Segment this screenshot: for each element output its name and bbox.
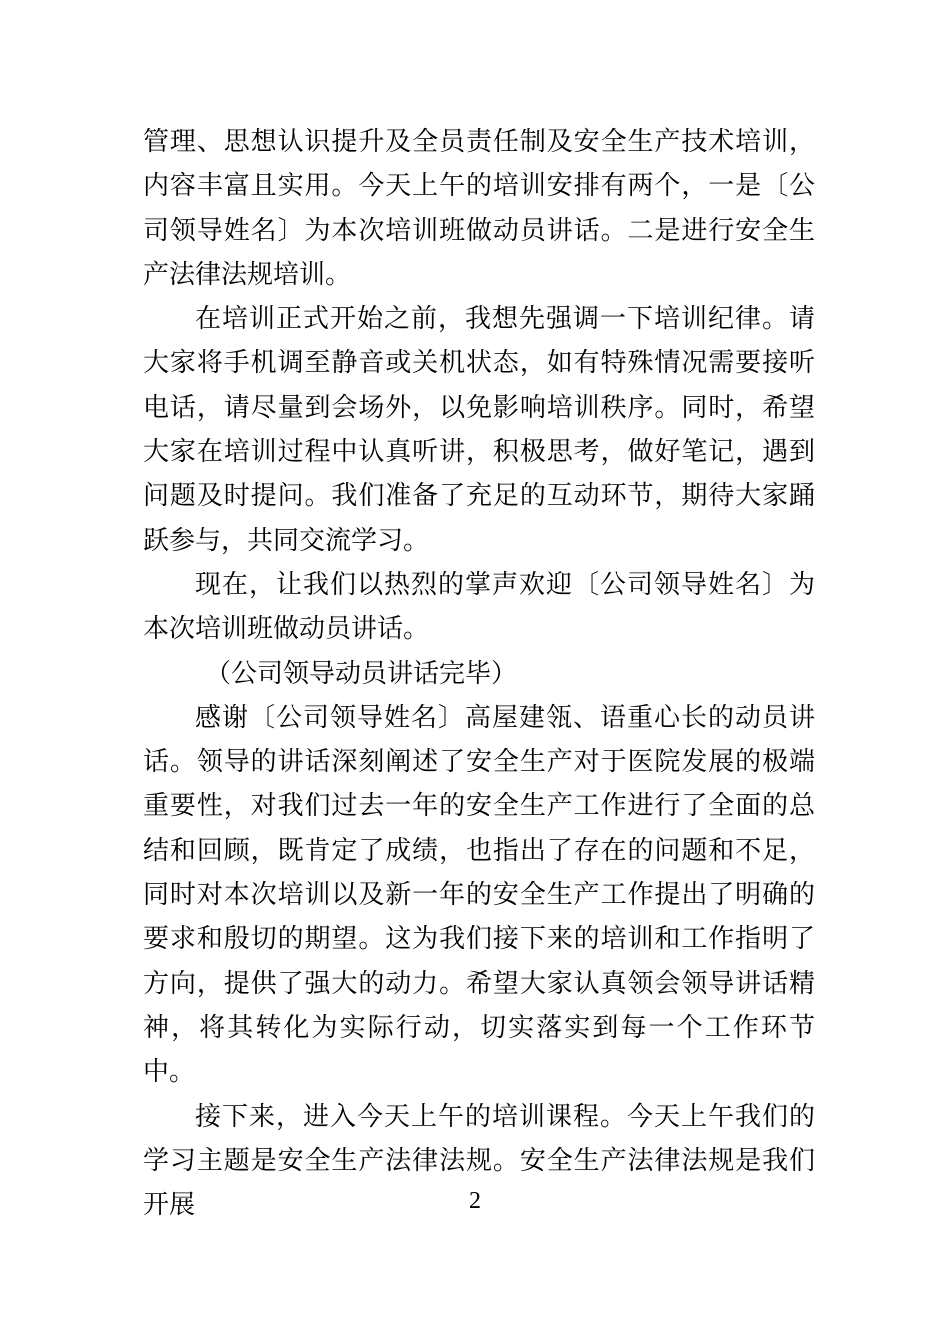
paragraph-thanks-leader: 感谢〔公司领导姓名〕高屋建瓴、语重心长的动员讲话。领导的讲话深刻阐述了安全生产对于医院发展的极端重要性，对我们过去一年的安全生产工作进行了全面的总结和回顾，既肯定了成绩，也指出了存在的问题和不足，同时对本次培训以及新一年的安全生产工作提出了明确的要求和殷切的期望。这为我们接下来的培训和工作指明了方向，提供了强大的动力。希望大家认真领会领导讲话精神，将其转化为实际行动，切实落实到每一个工作环节中。	[143, 702, 815, 1088]
paragraph-continuation: 管理、思想认识提升及全员责任制及安全生产技术培训，内容丰富且实用。今天上午的培训安排有两个，一是〔公司领导姓名〕为本次培训班做动员讲话。二是进行安全生产法律法规培训。	[143, 127, 815, 290]
document-body	[143, 120, 815, 1227]
paragraph-welcome-leader: 现在，让我们以热烈的掌声欢迎〔公司领导姓名〕为本次培训班做动员讲话。	[143, 569, 815, 645]
page-number: 2	[469, 1188, 481, 1214]
paragraph-speech-finished-note: （公司领导动员讲话完毕）	[205, 658, 518, 689]
paragraph-next-course: 接下来，进入今天上午的培训课程。今天上午我们的学习主题是安全生产法律法规。安全生产法律法规是我们开展	[143, 1101, 815, 1221]
paragraph-training-discipline: 在培训正式开始之前，我想先强调一下培训纪律。请大家将手机调至静音或关机状态，如有特殊情况需要接听电话，请尽量到会场外，以免影响培训秩序。同时，希望大家在培训过程中认真听讲，积极思考，做好笔记，遇到问题及时提问。我们准备了充足的互动环节，期待大家踊跃参与，共同交流学习。	[143, 304, 815, 556]
